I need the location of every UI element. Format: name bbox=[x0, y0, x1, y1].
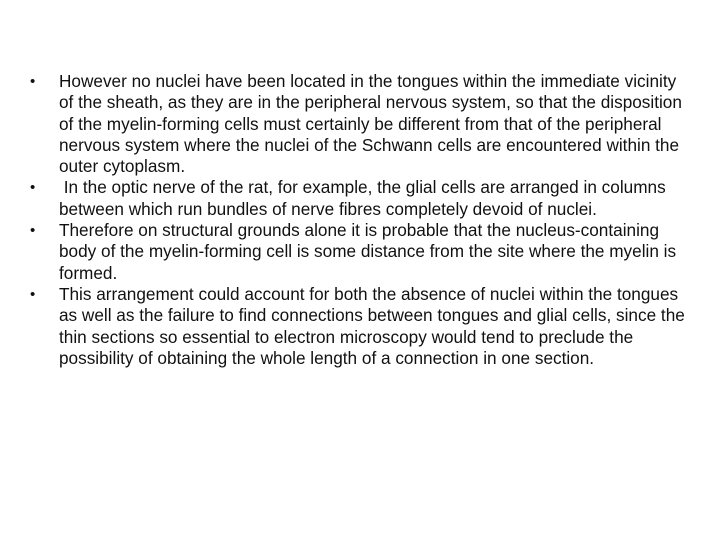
bullet-item bbox=[30, 177, 692, 220]
bullet-dot-icon: • bbox=[30, 179, 36, 197]
bullet-dot-icon: • bbox=[30, 73, 36, 90]
bullet-item bbox=[30, 284, 692, 369]
bullet-item bbox=[30, 71, 692, 177]
bullet-text: However no nuclei have been located in the tongues within the immediate vicinity of the sheath, as they are in the peripheral nervous system, so that the disposition of the myelin-forming cells must certainly be different from that of the peripheral nervous system where the nuclei of the Schwann cells are encountered within the outer cytoplasm. bbox=[59, 71, 682, 177]
bullet-text: In the optic nerve of the rat, for example, the glial cells are arranged in columns between which run bundles of nerve fibres completely devoid of nuclei. bbox=[59, 177, 671, 219]
bullet-list bbox=[30, 71, 692, 369]
bullet-text: Therefore on structural grounds alone it is probable that the nucleus-containing body of the myelin-forming cell is some distance from the site where the myelin is formed. bbox=[59, 220, 677, 283]
bullet-text: This arrangement could account for both the absence of nuclei within the tongues as well as the failure to find connections between tongues and glial cells, since the thin sections so essential to electron microscopy would tend to preclude the possibility of obtaining the whole length of a connection in one section. bbox=[59, 283, 685, 368]
bullet-item bbox=[30, 220, 692, 284]
bullet-dot-icon: • bbox=[30, 285, 36, 303]
bullet-dot-icon: • bbox=[30, 222, 36, 240]
